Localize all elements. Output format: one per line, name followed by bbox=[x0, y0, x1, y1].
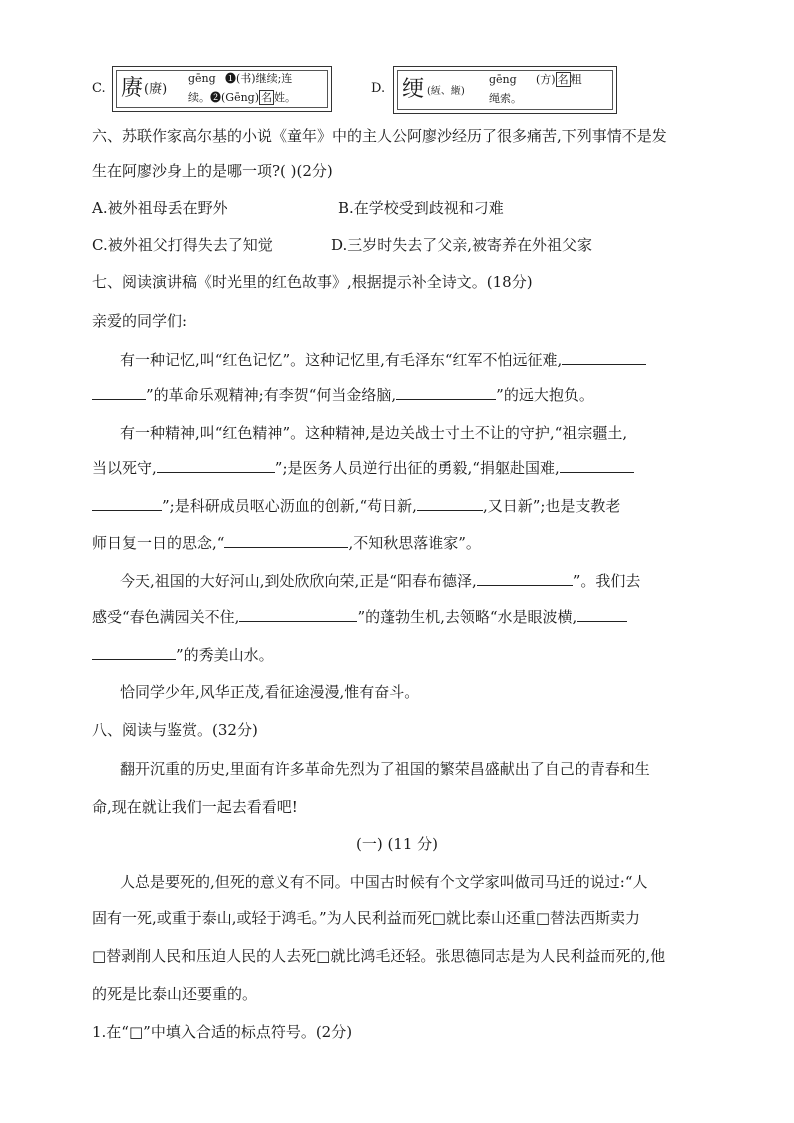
p2-line4a: 师日复一日的思念,“ bbox=[92, 534, 225, 552]
fill-blank[interactable] bbox=[92, 496, 162, 511]
option-c-label: C. bbox=[92, 81, 106, 96]
fill-blank[interactable] bbox=[577, 607, 627, 622]
fill-blank[interactable] bbox=[239, 607, 357, 622]
entry-pinyin: gēng bbox=[489, 73, 517, 86]
q6-stem-line1: 六、苏联作家高尔基的小说《童年》中的主人公阿廖沙经历了很多痛苦,下列事情不是发 bbox=[92, 127, 667, 145]
p2-line4b: ,不知秋思落谁家”。 bbox=[348, 534, 481, 552]
fill-blank[interactable] bbox=[562, 350, 646, 365]
fill-blank[interactable] bbox=[92, 645, 176, 660]
q8-title: 八、阅读与鉴赏。(32分) bbox=[92, 721, 258, 739]
p1-line2-end: ”的远大抱负。 bbox=[496, 386, 594, 404]
p2-line1: 有一种精神,叫“红色精神”。这种精神,是边关战士寸土不让的守护,“祖宗疆土, bbox=[120, 424, 628, 442]
p2-line2a: 当以死守, bbox=[92, 459, 157, 477]
passage-line4: 的死是比泰山还要重的。 bbox=[92, 985, 258, 1003]
fill-blank[interactable] bbox=[477, 571, 573, 586]
fill-blank[interactable] bbox=[417, 496, 483, 511]
q6-option-d: D.三岁时失去了父亲,被寄养在外祖父家 bbox=[331, 236, 593, 254]
p3-line2b: ”的蓬勃生机,去领略“水是眼波横, bbox=[357, 608, 578, 626]
p4-text: 恰同学少年,风华正茂,看征途漫漫,惟有奋斗。 bbox=[120, 683, 420, 701]
fill-blank[interactable] bbox=[560, 458, 634, 473]
entry-pinyin: gēng bbox=[188, 72, 216, 85]
dictionary-entry-c bbox=[112, 66, 332, 112]
entry-def-line2a: 续。❷(Gēng) bbox=[188, 91, 260, 104]
dictionary-entry-d bbox=[393, 66, 617, 114]
option-d-label: D. bbox=[371, 81, 386, 96]
p3-line3: ”的秀美山水。 bbox=[176, 646, 274, 664]
pos-tag: 名 bbox=[261, 91, 273, 104]
p3-line1b: ”。我们去 bbox=[572, 572, 641, 590]
q6-option-b: B.在学校受到歧视和刁难 bbox=[338, 199, 504, 217]
entry-def-line1a: (方) bbox=[536, 73, 556, 86]
p3-line2a: 感受“春色满园关不住, bbox=[92, 608, 240, 626]
entry-def-line2b: 姓。 bbox=[274, 91, 297, 104]
entry-def-line1: ❶(书)继续;连 bbox=[225, 72, 293, 85]
q6-option-a: A.被外祖母丢在野外 bbox=[92, 199, 228, 217]
fill-blank[interactable] bbox=[224, 533, 348, 548]
q8-intro-line2: 命,现在就让我们一起去看看吧! bbox=[92, 798, 298, 816]
passage-line1: 人总是要死的,但死的意义有不同。中国古时候有个文学家叫做司马迁的说过:“人 bbox=[120, 873, 648, 891]
section-heading: (一) (11 分) bbox=[355, 835, 439, 853]
entry-char: 赓 bbox=[121, 76, 144, 101]
q6-stem-line2: 生在阿廖沙身上的是哪一项?( )(2分) bbox=[92, 162, 333, 180]
passage-line2: 固有一死,或重于泰山,或轻于鸿毛。”为人民利益而死□就比泰山还重□替法西斯卖力 bbox=[92, 909, 641, 927]
entry-def-line1b: 粗 bbox=[570, 73, 582, 86]
entry-variant: (赓) bbox=[144, 82, 168, 97]
q8-question-1: 1.在“□”中填入合适的标点符号。(2分) bbox=[92, 1023, 353, 1041]
p1-line2: ”的革命乐观精神;有李贺“何当金络脑, bbox=[146, 386, 397, 404]
fill-blank[interactable] bbox=[396, 385, 496, 400]
q8-intro-line1: 翻开沉重的历史,里面有许多革命先烈为了祖国的繁荣昌盛献出了自己的青春和生 bbox=[120, 760, 650, 778]
fill-blank[interactable] bbox=[157, 458, 275, 473]
passage-line3: □替剥削人民和压迫人民的人去死□就比鸿毛还轻。张思德同志是为人民利益而死的,他 bbox=[92, 947, 666, 965]
p2-line2b: ”;是医务人员逆行出征的勇毅,“捐躯赴国难, bbox=[274, 459, 560, 477]
p3-line1a: 今天,祖国的大好河山,到处欣欣向荣,正是“阳春布德泽, bbox=[120, 572, 477, 590]
p2-line3b: ,又日新”;也是支教老 bbox=[482, 497, 621, 515]
fill-blank[interactable] bbox=[92, 385, 146, 400]
entry-def-line2: 绳索。 bbox=[489, 92, 522, 105]
q7-title: 七、阅读演讲稿《时光里的红色故事》,根据提示补全诗文。(18分) bbox=[92, 273, 533, 291]
entry-variant: (絚、緪) bbox=[427, 86, 465, 97]
q6-option-c: C.被外祖父打得失去了知觉 bbox=[92, 236, 273, 254]
pos-tag: 名 bbox=[557, 73, 569, 86]
speech-greeting: 亲爱的同学们: bbox=[92, 312, 188, 330]
p1-line1: 有一种记忆,叫“红色记忆”。这种记忆里,有毛泽东“红军不怕远征难, bbox=[120, 351, 563, 369]
entry-char: 绠 bbox=[402, 77, 425, 102]
p2-line3a: ”;是科研成员呕心沥血的创新,“苟日新, bbox=[162, 497, 417, 515]
